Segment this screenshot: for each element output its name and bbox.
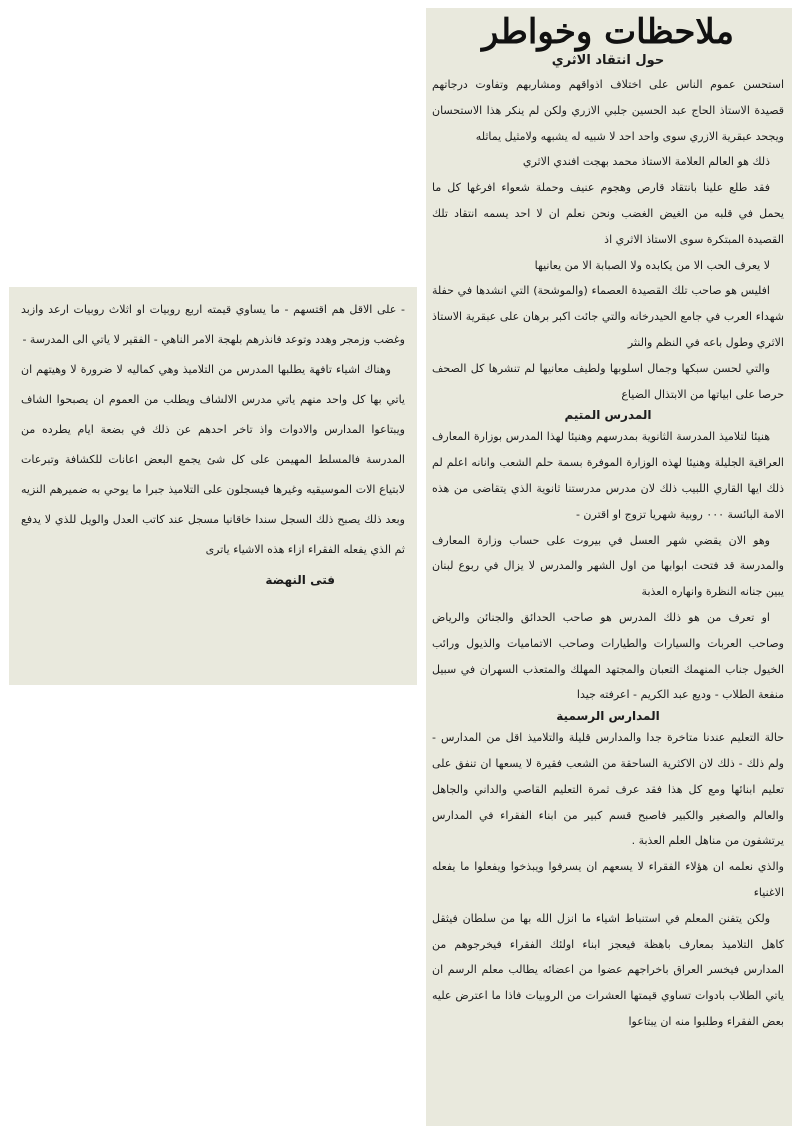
article-title: ملاحظات وخواطر <box>482 12 734 52</box>
paragraph: والتي لحسن سبكها وجمال اسلوبها ولطيف معانيها لم تنشرها كل الصحف حرصا على ابياتها من الابتذال الضياع <box>432 361 784 401</box>
author-signature: فتى النهضة <box>265 573 335 587</box>
paragraph: استحسن عموم الناس على اختلاف اذواقهم ومشاربهم وتفاوت درجاتهم قصيدة الاستاذ الحاج عبد الحسين جلبي الازري ولكن لم ينكر هذا الاستحسان ويجحد عبقرية الازري سوى واحد احد لا شبيه له يشبهه ولامثيل يماثله <box>432 78 784 143</box>
paragraph: والذي نعلمه ان هؤلاء الفقراء لا يسعهم ان يسرفوا ويبذخوا ويفعلوا ما يفعله الاغنياء <box>432 860 784 899</box>
verse-line: لا يعرف الحب الا من يكابده ولا الصبابة الا من يعانيها <box>534 258 770 272</box>
paragraph: وهناك اشياء تافهة يطلبها المدرس من التلاميذ وهي كماليه لا ضرورة لا وهيتهم ان ياتي بها كل واحد منهم ياتي مدرس الالشاف ويطلب من العموم ان يصبحوا الشاف ويبتاعوا المدارس والادوات واذ تاخر احدهم عن ذلك في بضعة ايام يطرده من المدرسة فالمسلط المهيمن على كل شئ يجمع البعض اعانات للكشافة وتبرعات لابتياع الات الموسيقيه وغيرها فيسجلون على التلاميذ جبرا ما يوحي به ضميرهم النزيه وبعد ذلك يصبح ذلك السجل سندا خاقانيا مسجل عند كاتب العدل والويل للذي لا يدفع ثم الذي يفعله الفقراء ازاء هذه الاشياء ياترى <box>21 363 405 556</box>
article-subtitle: حول انتقاد الاثري <box>551 53 665 68</box>
section-title-teacher: المدرس المتيم <box>564 408 652 423</box>
paragraph: وهو الان يقضي شهر العسل في بيروت على حساب وزارة المعارف والمدرسة قد فتحت ابوابها من اول الشهر والمدرس لا يزال في ربوع لبنان يبين جنانه النظرة وانهاره العذبة <box>432 533 784 599</box>
paragraph: ولكن يتفنن المعلم في استنباط اشياء ما انزل الله بها من سلطان فيثقل كاهل التلاميذ بمعارف باهظة فيعجز ابناء اولئك الفقراء فيخرجوهم من المدارس فيخسر العراق باخراجهم عضوا من اعضائه يطالب معلم الرسم ان ياتي الطلاب بادوات تساوي قيمتها العشرات من الروبيات فاذا ما اعترض عليه بعض الفقراء وطلبوا منه ان يبتاعوا <box>432 911 784 1028</box>
paragraph: او تعرف من هو ذلك المدرس هو صاحب الحدائق والجنائن والرياض وصاحب العربات والسيارات والطيارات وصاحب الاتماميات والذيول ورائب الخيول جناب المنهمك التعبان والمجتهد المهلك والمتعذب السهران في سبيل منفعة الطلاب - وديع عبد الكريم - اعرفته جيدا <box>432 610 784 702</box>
paragraph: افليس هو صاحب تلك القصيدة العصماء (والموشحة) التي انشدها في حفلة شهداء العرب في جامع الحيدرخانه والتي جائت اكبر برهان على عبقرية الاستاذ الاثري وطول باعه في النظم والنثر <box>432 284 784 349</box>
paragraph: - على الاقل هم اقتسهم - ما يساوي قيمته اربع روبيات او اثلاث روبيات ارعد وازبد وغضب وزمجر وهدد وتوعد فانذرهم بلهجة الامر الناهي - الفقير لا ياتي الى المدرسة - <box>21 303 405 346</box>
newspaper-clipping-right <box>426 8 792 1126</box>
paragraph: ذلك هو العالم العلامة الاستاذ محمد بهجت افندي الاثري <box>522 155 770 169</box>
section-title-official-schools: المدارس الرسمية <box>556 709 660 724</box>
paragraph: حالة التعليم عندنا متاخرة جدا والمدارس قليلة والتلاميذ اقل من المدارس - ولم ذلك - ذلك لان الاكثرية الساحقة من الشعب فقيرة لا يسعها ان تنفق على تعليم ابنائها ومع كل هذا فقد عرف ثمرة التعليم القاصي والداني والجاهل والعالم والصغير والكبير فاصبح قسم كبير من ابناء الفقراء في المدارس يرتشفون من مناهل العلم العذبة . <box>432 731 784 848</box>
newspaper-clipping-left <box>9 287 417 685</box>
paragraph: هنيئا لتلاميذ المدرسة الثانوية بمدرسهم وهنيئا لهذا المدرس بوزارة المعارف العراقية الجليلة وهنيئا لهذه الوزارة الموفرة بسمة حلم الشعب وانانه اعلم لم ذلك ايها القاري اللبيب ذلك لان مدرس مدرستنا ثانوية الذي يتقاضى من هذه الامة البائسة ٠٠٠ روبية شهريا تزوج او اقترن - <box>432 430 784 521</box>
paragraph: فقد طلع علينا بانتقاد قارص وهجوم عنيف وحملة شعواء افرغها كل ما يحمل في قلبه من الغيض الغضب ونحن نعلم ان لا احد يسمه انتقاد تلك القصيدة المبتكرة سوى الاستاذ الاثري اذ <box>432 181 784 246</box>
